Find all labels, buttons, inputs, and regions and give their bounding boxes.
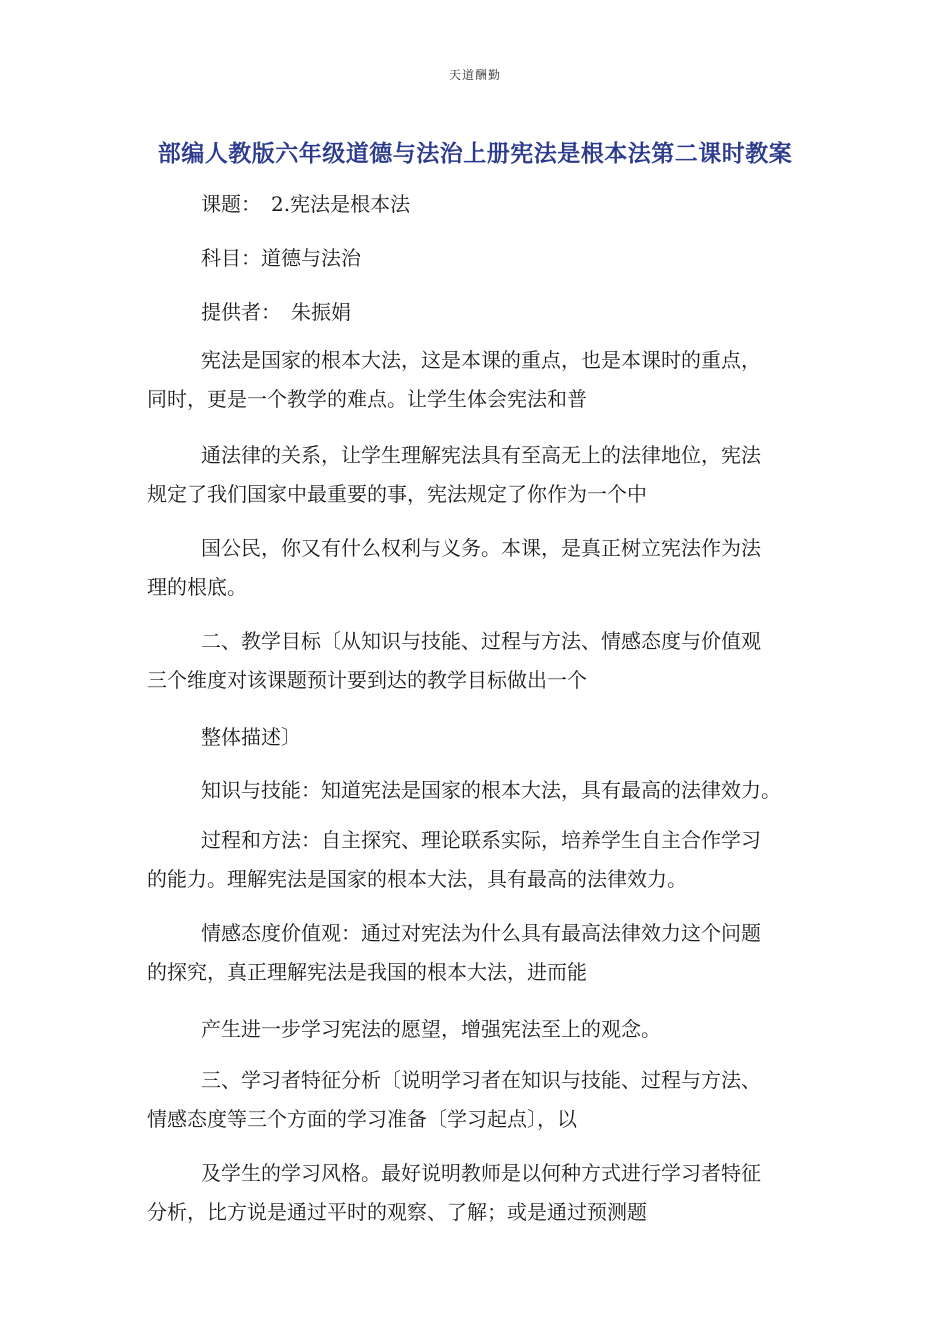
paragraph-line: 及学生的学习风格。最好说明教师是以何种方式进行学习者特征 [201,1161,761,1185]
paragraph-single: 整体描述〕 [201,725,301,749]
paragraph-line: 同时，更是一个教学的难点。让学生体会宪法和普 [147,387,587,411]
paragraph [147,529,827,607]
paragraph [147,1154,827,1232]
meta-topic: 课题： 2.宪法是根本法 [201,192,411,216]
paragraph-line: 三个维度对该课题预计要到达的教学目标做出一个 [147,668,587,692]
paragraph-line: 的探究，真正理解宪法是我国的根本大法，进而能 [147,960,587,984]
paragraph-line: 二、教学目标〔从知识与技能、过程与方法、情感态度与价值观 [201,629,761,653]
paragraph [147,821,827,899]
paragraph-line: 过程和方法：自主探究、理论联系实际，培养学生自主合作学习 [201,828,761,852]
paragraph [147,622,827,700]
paragraph-line: 通法律的关系，让学生理解宪法具有至高无上的法律地位，宪法 [201,443,761,467]
paragraph [147,436,827,514]
paragraph-single: 产生进一步学习宪法的愿望，增强宪法至上的观念。 [201,1017,661,1041]
paragraph [147,341,827,419]
paragraph-single: 知识与技能：知道宪法是国家的根本大法，具有最高的法律效力。 [201,778,781,802]
paragraph-line: 分析，比方说是通过平时的观察、了解；或是通过预测题 [147,1200,647,1224]
paragraph-line: 的能力。理解宪法是国家的根本大法，具有最高的法律效力。 [147,867,687,891]
paragraph-line: 宪法是国家的根本大法，这是本课的重点，也是本课时的重点， [201,348,761,372]
paragraph-line: 国公民，你又有什么权利与义务。本课，是真正树立宪法作为法 [201,536,761,560]
page-header: 天道酬勤 [448,68,501,82]
meta-provider: 提供者： 朱振娟 [201,300,351,324]
paragraph-line: 情感态度等三个方面的学习准备〔学习起点〕，以 [147,1107,577,1131]
paragraph [147,914,827,992]
meta-subject: 科目：道德与法治 [201,246,361,270]
paragraph [147,1061,827,1139]
paragraph-line: 三、学习者特征分析〔说明学习者在知识与技能、过程与方法、 [201,1068,761,1092]
paragraph-line: 理的根底。 [147,575,247,599]
document-title: 部编人教版六年级道德与法治上册宪法是根本法第二课时教案 [157,141,793,167]
paragraph-line: 规定了我们国家中最重要的事，宪法规定了你作为一个中 [147,482,647,506]
paragraph-line: 情感态度价值观：通过对宪法为什么具有最高法律效力这个问题 [201,921,761,945]
